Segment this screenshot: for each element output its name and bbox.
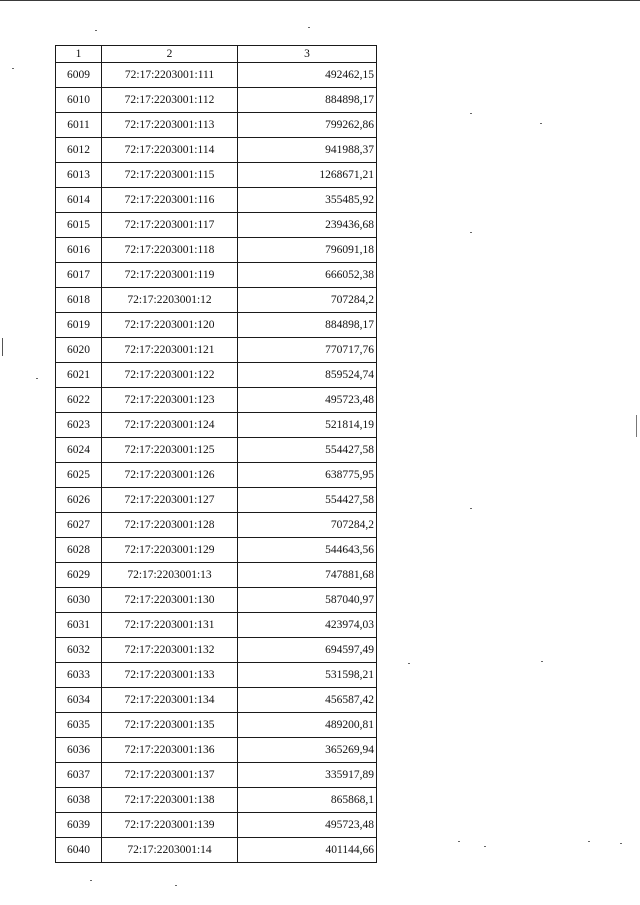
row-number-cell: 6022 [56,388,102,413]
column-header-value: 3 [238,46,377,63]
cadastral-value-cell: 1268671,21 [238,163,377,188]
cadastral-number-cell: 72:17:2203001:123 [102,388,238,413]
cadastral-value-cell: 531598,21 [238,663,377,688]
table-row [56,413,377,438]
cadastral-value-cell: 423974,03 [238,613,377,638]
cadastral-value-cell: 796091,18 [238,238,377,263]
scan-speck [12,68,14,69]
cadastral-value-cell: 859524,74 [238,363,377,388]
row-number-cell: 6038 [56,788,102,813]
row-number-cell: 6012 [56,138,102,163]
row-number-cell: 6019 [56,313,102,338]
cadastral-number-cell: 72:17:2203001:13 [102,563,238,588]
row-number-cell: 6030 [56,588,102,613]
scan-speck [308,27,310,28]
row-number-cell: 6010 [56,88,102,113]
table-row [56,313,377,338]
cadastral-number-cell: 72:17:2203001:115 [102,163,238,188]
cadastral-value-cell: 587040,97 [238,588,377,613]
table-row [56,613,377,638]
scan-speck [470,508,472,509]
cadastral-value-cell: 335917,89 [238,763,377,788]
cadastral-value-cell: 666052,38 [238,263,377,288]
cadastral-value-cell: 489200,81 [238,713,377,738]
row-number-cell: 6016 [56,238,102,263]
cadastral-number-cell: 72:17:2203001:112 [102,88,238,113]
table-row [56,488,377,513]
table-row [56,188,377,213]
scan-speck [470,113,472,114]
table-row [56,388,377,413]
table-row [56,163,377,188]
cadastral-value-cell: 638775,95 [238,463,377,488]
row-number-cell: 6036 [56,738,102,763]
cadastral-number-cell: 72:17:2203001:117 [102,213,238,238]
table-row [56,63,377,88]
cadastral-value-cell: 799262,86 [238,113,377,138]
cadastral-number-cell: 72:17:2203001:121 [102,338,238,363]
cadastral-value-cell: 355485,92 [238,188,377,213]
scan-speck [458,841,460,842]
row-number-cell: 6037 [56,763,102,788]
cadastral-value-cell: 492462,15 [238,63,377,88]
cadastral-number-cell: 72:17:2203001:136 [102,738,238,763]
cadastral-value-cell: 884898,17 [238,313,377,338]
cadastral-number-cell: 72:17:2203001:135 [102,713,238,738]
scan-speck [540,123,542,124]
row-number-cell: 6029 [56,563,102,588]
table-row [56,288,377,313]
row-number-cell: 6021 [56,363,102,388]
scan-speck [175,885,177,886]
scan-speck [484,846,486,847]
table-row [56,438,377,463]
scan-speck [408,663,410,664]
table-header-row [56,46,377,63]
row-number-cell: 6015 [56,213,102,238]
table-row [56,213,377,238]
table-row [56,638,377,663]
cadastral-number-cell: 72:17:2203001:131 [102,613,238,638]
cadastral-number-cell: 72:17:2203001:124 [102,413,238,438]
row-number-cell: 6023 [56,413,102,438]
cadastral-value-cell: 554427,58 [238,488,377,513]
table-row [56,513,377,538]
cadastral-number-cell: 72:17:2203001:130 [102,588,238,613]
scan-speck [588,841,590,842]
cadastral-number-cell: 72:17:2203001:127 [102,488,238,513]
cadastral-value-cell: 521814,19 [238,413,377,438]
cadastral-number-cell: 72:17:2203001:114 [102,138,238,163]
cadastral-number-cell: 72:17:2203001:134 [102,688,238,713]
cadastral-value-cell: 554427,58 [238,438,377,463]
cadastral-value-table [55,45,377,863]
table-row [56,338,377,363]
row-number-cell: 6013 [56,163,102,188]
cadastral-number-cell: 72:17:2203001:122 [102,363,238,388]
page-top-edge [0,0,640,1]
row-number-cell: 6033 [56,663,102,688]
cadastral-value-cell: 694597,49 [238,638,377,663]
row-number-cell: 6034 [56,688,102,713]
cadastral-number-cell: 72:17:2203001:113 [102,113,238,138]
table-row [56,113,377,138]
table-row [56,238,377,263]
row-number-cell: 6020 [56,338,102,363]
row-number-cell: 6014 [56,188,102,213]
cadastral-number-cell: 72:17:2203001:14 [102,838,238,863]
table-row [56,688,377,713]
cadastral-number-cell: 72:17:2203001:126 [102,463,238,488]
table-row [56,763,377,788]
cadastral-number-cell: 72:17:2203001:12 [102,288,238,313]
table-row [56,263,377,288]
table-row [56,563,377,588]
cadastral-value-cell: 865868,1 [238,788,377,813]
table-row [56,738,377,763]
row-number-cell: 6018 [56,288,102,313]
row-number-cell: 6032 [56,638,102,663]
row-number-cell: 6035 [56,713,102,738]
table-row [56,813,377,838]
table-row [56,838,377,863]
table-row [56,88,377,113]
cadastral-value-cell: 456587,42 [238,688,377,713]
table-row [56,138,377,163]
cadastral-value-cell: 884898,17 [238,88,377,113]
table-row [56,538,377,563]
cadastral-number-cell: 72:17:2203001:132 [102,638,238,663]
cadastral-value-cell: 707284,2 [238,288,377,313]
cadastral-value-cell: 239436,68 [238,213,377,238]
column-header-cadastral: 2 [102,46,238,63]
cadastral-number-cell: 72:17:2203001:138 [102,788,238,813]
row-number-cell: 6024 [56,438,102,463]
cadastral-value-cell: 495723,48 [238,813,377,838]
row-number-cell: 6027 [56,513,102,538]
scan-speck [620,843,622,844]
row-number-cell: 6009 [56,63,102,88]
table-row [56,663,377,688]
row-number-cell: 6039 [56,813,102,838]
cadastral-number-cell: 72:17:2203001:111 [102,63,238,88]
scan-speck [541,661,543,662]
cadastral-value-cell: 747881,68 [238,563,377,588]
cadastral-value-cell: 401144,66 [238,838,377,863]
cadastral-number-cell: 72:17:2203001:139 [102,813,238,838]
cadastral-number-cell: 72:17:2203001:128 [102,513,238,538]
cadastral-number-cell: 72:17:2203001:118 [102,238,238,263]
row-number-cell: 6040 [56,838,102,863]
table-row [56,713,377,738]
row-number-cell: 6011 [56,113,102,138]
scan-edge-mark-left [2,338,3,356]
cadastral-number-cell: 72:17:2203001:125 [102,438,238,463]
row-number-cell: 6017 [56,263,102,288]
cadastral-number-cell: 72:17:2203001:119 [102,263,238,288]
cadastral-number-cell: 72:17:2203001:129 [102,538,238,563]
cadastral-number-cell: 72:17:2203001:120 [102,313,238,338]
column-header-number: 1 [56,46,102,63]
table-row [56,463,377,488]
cadastral-value-cell: 365269,94 [238,738,377,763]
scan-speck [90,880,92,881]
cadastral-value-cell: 495723,48 [238,388,377,413]
table-row [56,788,377,813]
cadastral-number-cell: 72:17:2203001:116 [102,188,238,213]
table-row [56,363,377,388]
cadastral-value-cell: 770717,76 [238,338,377,363]
cadastral-number-cell: 72:17:2203001:133 [102,663,238,688]
table-body [56,63,377,863]
cadastral-number-cell: 72:17:2203001:137 [102,763,238,788]
row-number-cell: 6026 [56,488,102,513]
table-row [56,588,377,613]
row-number-cell: 6025 [56,463,102,488]
cadastral-value-cell: 544643,56 [238,538,377,563]
row-number-cell: 6028 [56,538,102,563]
cadastral-value-cell: 941988,37 [238,138,377,163]
row-number-cell: 6031 [56,613,102,638]
scan-speck [36,378,38,379]
scan-speck [95,30,97,31]
cadastral-value-cell: 707284,2 [238,513,377,538]
scan-edge-mark-right [636,415,637,437]
scan-speck [470,232,472,233]
